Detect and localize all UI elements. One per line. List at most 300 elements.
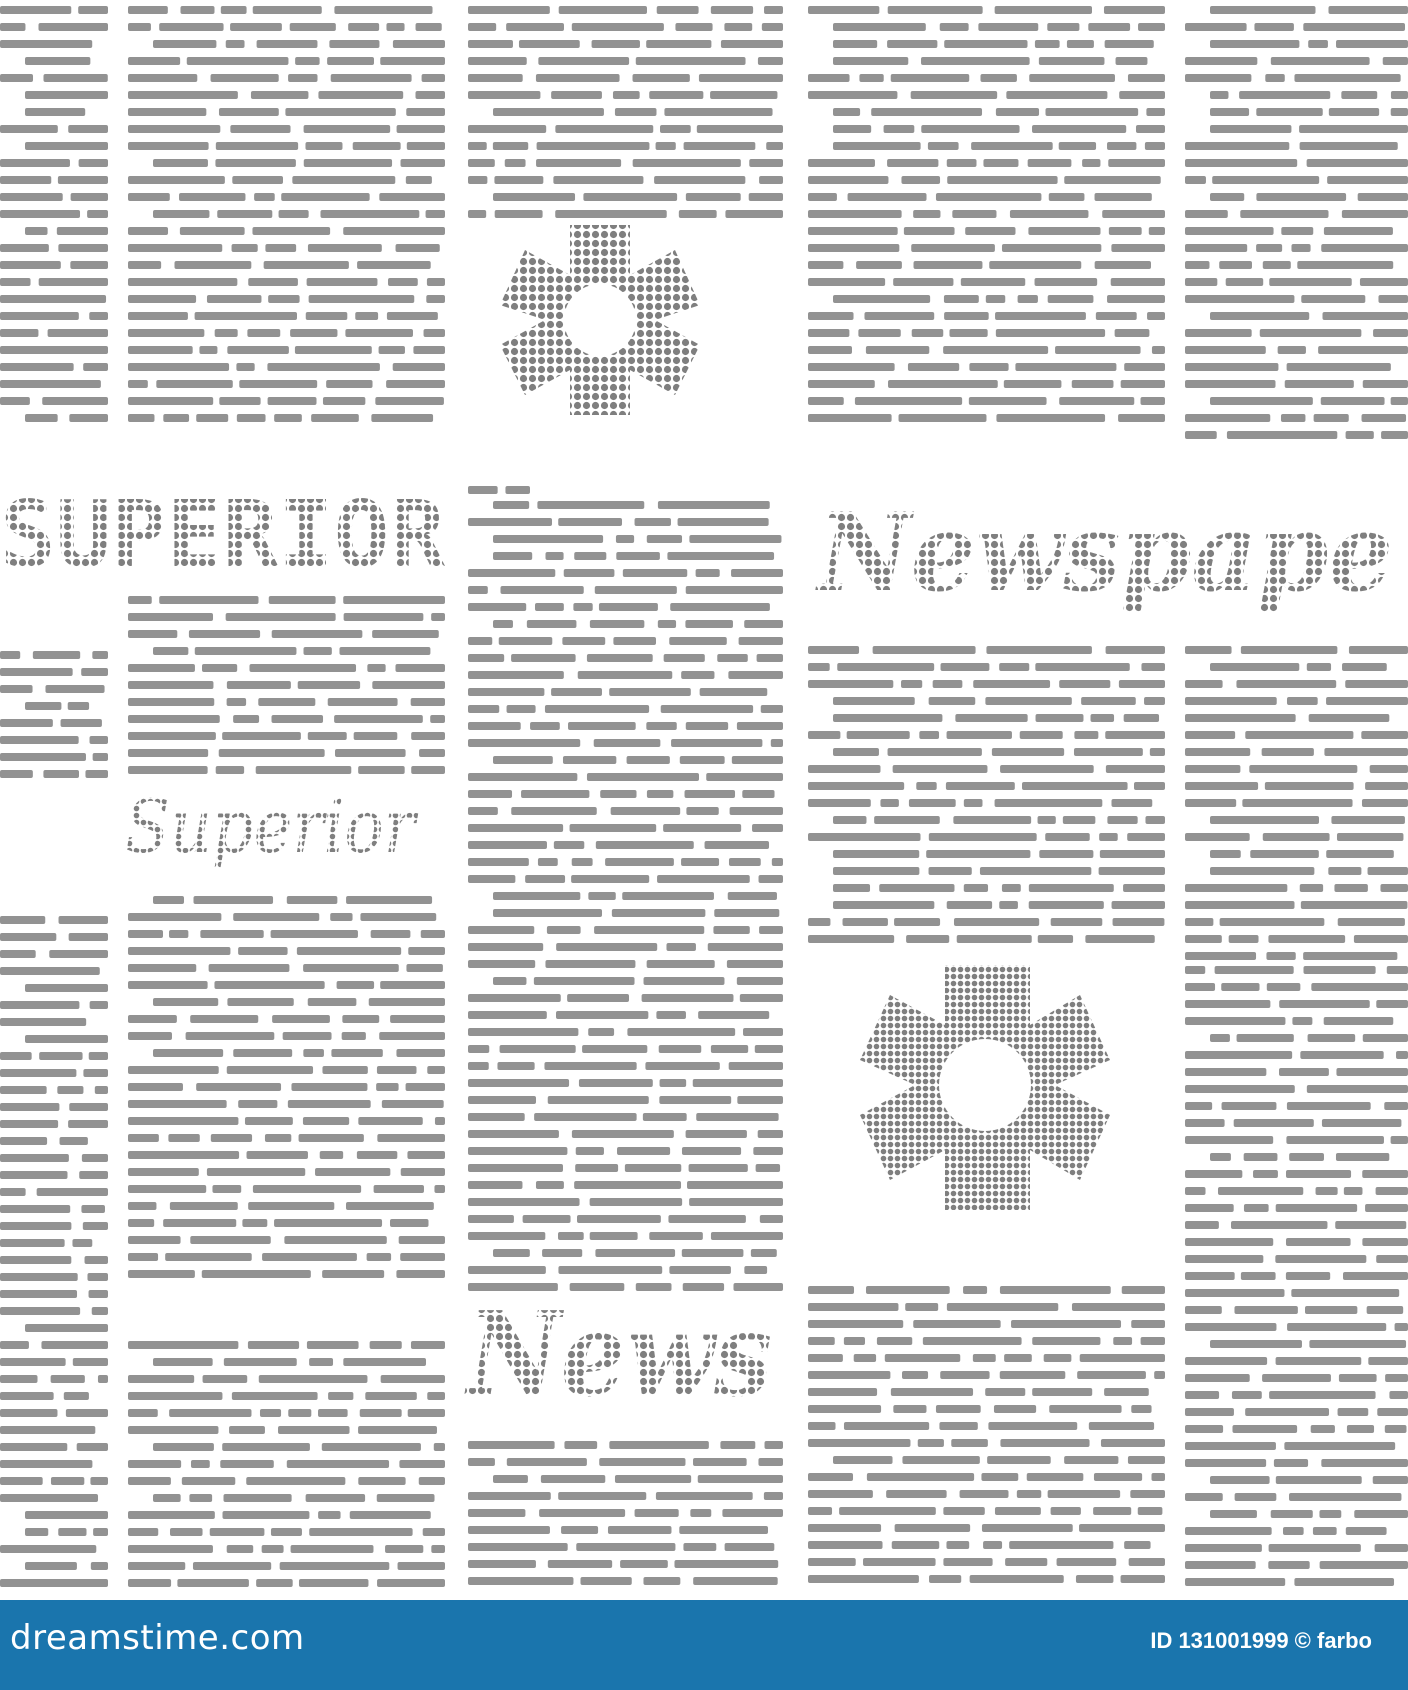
text-line-fragment bbox=[1245, 731, 1353, 739]
text-line-fragment bbox=[268, 397, 317, 405]
text-line-fragment bbox=[1141, 663, 1165, 671]
text-line-fragment bbox=[721, 40, 783, 48]
text-line-fragment bbox=[1000, 765, 1094, 773]
text-line-fragment bbox=[1286, 1238, 1351, 1246]
text-line-fragment bbox=[169, 930, 188, 938]
text-line-fragment bbox=[901, 176, 940, 184]
text-line-fragment bbox=[1146, 108, 1165, 116]
text-line-fragment bbox=[281, 193, 369, 201]
text-line-fragment bbox=[729, 1062, 783, 1070]
text-line-fragment bbox=[335, 749, 406, 757]
text-line-fragment bbox=[219, 749, 325, 757]
text-line-fragment bbox=[358, 1477, 405, 1485]
text-line-fragment bbox=[1285, 380, 1354, 388]
text-line-fragment bbox=[623, 569, 687, 577]
text-line-fragment bbox=[1129, 1558, 1165, 1566]
text-line-fragment bbox=[279, 210, 309, 218]
text-line-fragment bbox=[468, 1560, 536, 1568]
text-line-fragment bbox=[1269, 1544, 1361, 1552]
text-line-fragment bbox=[1147, 312, 1165, 320]
text-line-fragment bbox=[1185, 176, 1206, 184]
text-line-fragment bbox=[1391, 108, 1408, 116]
text-line-fragment bbox=[1363, 380, 1408, 388]
text-line-fragment bbox=[1389, 1391, 1408, 1399]
text-line-fragment bbox=[468, 654, 504, 662]
text-line-fragment bbox=[1185, 244, 1247, 252]
text-line-fragment bbox=[248, 278, 298, 286]
text-line-fragment bbox=[643, 1113, 687, 1121]
text-line-fragment bbox=[390, 1219, 429, 1227]
text-line-fragment bbox=[985, 697, 1071, 705]
text-line-fragment bbox=[48, 329, 108, 337]
text-line-fragment bbox=[87, 1273, 108, 1281]
text-line-fragment bbox=[731, 569, 783, 577]
text-line-fragment bbox=[25, 57, 90, 65]
text-line-fragment bbox=[1138, 23, 1165, 31]
headline-news-script: News bbox=[463, 1287, 772, 1423]
text-line-fragment bbox=[1376, 1187, 1408, 1195]
text-line-fragment bbox=[1094, 1473, 1142, 1481]
text-line-fragment bbox=[696, 569, 720, 577]
text-line-fragment bbox=[908, 363, 959, 371]
text-line-fragment bbox=[426, 210, 445, 218]
headline-superior-script: Superior bbox=[125, 784, 420, 870]
text-line-fragment bbox=[1368, 867, 1408, 875]
text-line-fragment bbox=[426, 295, 445, 303]
text-line-fragment bbox=[92, 1307, 108, 1315]
text-line-fragment bbox=[854, 1354, 876, 1362]
text-line-fragment bbox=[1373, 329, 1408, 337]
text-line-fragment bbox=[833, 57, 908, 65]
text-line-fragment bbox=[1006, 91, 1107, 99]
text-line-fragment bbox=[960, 1490, 1009, 1498]
text-line-fragment bbox=[759, 176, 783, 184]
text-line-fragment bbox=[128, 1409, 158, 1417]
text-line-fragment bbox=[468, 1543, 568, 1551]
text-line-fragment bbox=[128, 57, 180, 65]
text-line-fragment bbox=[1210, 816, 1319, 824]
text-line-fragment bbox=[318, 91, 403, 99]
text-line-fragment bbox=[983, 1541, 1002, 1549]
text-line-fragment bbox=[944, 295, 979, 303]
text-line-fragment bbox=[81, 1205, 105, 1213]
text-line-fragment bbox=[25, 1324, 108, 1332]
text-line-fragment bbox=[1321, 397, 1385, 405]
text-line-fragment bbox=[274, 1219, 382, 1227]
text-line-fragment bbox=[808, 1558, 856, 1566]
text-line-fragment bbox=[468, 1492, 551, 1500]
text-line-fragment bbox=[1145, 816, 1165, 824]
text-line-fragment bbox=[377, 1494, 435, 1502]
text-line-fragment bbox=[988, 1422, 1077, 1430]
text-line-fragment bbox=[1113, 1337, 1132, 1345]
text-line-fragment bbox=[93, 1528, 108, 1536]
text-line-fragment bbox=[1185, 210, 1228, 218]
text-line-fragment bbox=[395, 664, 445, 672]
text-line-fragment bbox=[708, 943, 783, 951]
text-line-fragment bbox=[25, 1511, 108, 1519]
text-line-fragment bbox=[911, 91, 997, 99]
text-line-fragment bbox=[523, 1215, 571, 1223]
text-line-fragment bbox=[613, 91, 640, 99]
text-line-fragment bbox=[808, 1388, 877, 1396]
text-line-fragment bbox=[729, 858, 761, 866]
text-line-fragment bbox=[468, 739, 580, 747]
text-line-fragment bbox=[468, 1079, 569, 1087]
text-line-fragment bbox=[330, 913, 352, 921]
text-line-fragment bbox=[732, 756, 783, 764]
text-line-fragment bbox=[207, 295, 262, 303]
text-line-fragment bbox=[609, 688, 691, 696]
text-line-fragment bbox=[0, 1273, 78, 1281]
text-line-fragment bbox=[646, 722, 676, 730]
text-line-fragment bbox=[686, 193, 741, 201]
text-line-fragment bbox=[530, 722, 560, 730]
text-line-fragment bbox=[1185, 1374, 1250, 1382]
text-line-fragment bbox=[995, 799, 1103, 807]
text-line-fragment bbox=[326, 380, 372, 388]
text-line-fragment bbox=[1375, 1544, 1408, 1552]
text-line-fragment bbox=[646, 40, 711, 48]
text-line-fragment bbox=[1067, 40, 1094, 48]
text-line-fragment bbox=[329, 40, 379, 48]
text-line-fragment bbox=[1210, 867, 1314, 875]
text-line-fragment bbox=[435, 1117, 445, 1125]
text-line-fragment bbox=[1185, 697, 1277, 705]
text-line-fragment bbox=[833, 142, 921, 150]
text-line-fragment bbox=[645, 1062, 719, 1070]
text-line-fragment bbox=[1185, 363, 1278, 371]
text-line-fragment bbox=[808, 833, 921, 841]
text-line-fragment bbox=[555, 210, 667, 218]
text-line-fragment bbox=[196, 1083, 281, 1091]
text-line-fragment bbox=[572, 23, 664, 31]
text-line-fragment bbox=[744, 1266, 767, 1274]
text-line-fragment bbox=[994, 1405, 1036, 1413]
text-line-fragment bbox=[527, 620, 577, 628]
text-line-fragment bbox=[0, 1137, 47, 1145]
text-line-fragment bbox=[380, 57, 445, 65]
text-line-fragment bbox=[128, 664, 195, 672]
text-line-fragment bbox=[128, 613, 213, 621]
text-line-fragment bbox=[360, 913, 436, 921]
text-line-fragment bbox=[1111, 799, 1152, 807]
text-line-fragment bbox=[992, 748, 1064, 756]
text-line-fragment bbox=[1185, 1017, 1285, 1025]
text-line-fragment bbox=[808, 193, 837, 201]
text-line-fragment bbox=[649, 91, 703, 99]
text-line-fragment bbox=[1212, 176, 1319, 184]
text-line-fragment bbox=[1185, 1000, 1270, 1008]
text-line-fragment bbox=[1391, 397, 1408, 405]
text-line-fragment bbox=[128, 1545, 213, 1553]
text-line-fragment bbox=[468, 722, 521, 730]
text-line-fragment bbox=[386, 380, 445, 388]
text-line-fragment bbox=[1250, 850, 1319, 858]
text-line-fragment bbox=[1287, 1102, 1371, 1110]
text-line-fragment bbox=[377, 1579, 445, 1587]
text-line-fragment bbox=[248, 1341, 299, 1349]
text-line-fragment bbox=[468, 23, 496, 31]
text-line-fragment bbox=[0, 668, 73, 676]
text-line-fragment bbox=[1059, 397, 1134, 405]
text-line-fragment bbox=[128, 1236, 181, 1244]
text-line-fragment bbox=[633, 159, 741, 167]
text-line-fragment bbox=[964, 884, 988, 892]
text-line-fragment bbox=[400, 159, 445, 167]
text-line-fragment bbox=[1185, 966, 1205, 974]
text-line-fragment bbox=[128, 913, 221, 921]
text-line-fragment bbox=[303, 647, 331, 655]
text-line-fragment bbox=[643, 1577, 680, 1585]
text-line-fragment bbox=[620, 1560, 668, 1568]
text-line-fragment bbox=[680, 756, 725, 764]
text-line-fragment bbox=[1185, 1442, 1276, 1450]
text-line-fragment bbox=[1232, 1425, 1297, 1433]
text-line-fragment bbox=[1185, 918, 1213, 926]
text-line-fragment bbox=[555, 125, 653, 133]
text-line-fragment bbox=[999, 901, 1018, 909]
text-line-fragment bbox=[545, 705, 649, 713]
text-line-fragment bbox=[370, 1341, 402, 1349]
text-line-fragment bbox=[507, 1458, 587, 1466]
text-line-fragment bbox=[0, 1579, 108, 1587]
text-line-fragment bbox=[1049, 1405, 1121, 1413]
text-line-fragment bbox=[1044, 1354, 1072, 1362]
text-line-fragment bbox=[1015, 363, 1116, 371]
text-line-fragment bbox=[1032, 1388, 1092, 1396]
text-line-fragment bbox=[1004, 1354, 1032, 1362]
text-line-fragment bbox=[1396, 1051, 1408, 1059]
text-line-fragment bbox=[0, 346, 108, 354]
text-line-fragment bbox=[0, 651, 20, 659]
text-line-fragment bbox=[1185, 901, 1295, 909]
text-line-fragment bbox=[947, 176, 1057, 184]
text-line-fragment bbox=[808, 1575, 919, 1583]
text-line-fragment bbox=[588, 892, 615, 900]
text-line-fragment bbox=[1323, 312, 1408, 320]
text-line-fragment bbox=[1124, 1541, 1150, 1549]
text-line-fragment bbox=[1017, 1490, 1041, 1498]
text-line-fragment bbox=[808, 680, 893, 688]
text-line-fragment bbox=[995, 6, 1092, 14]
text-line-fragment bbox=[1362, 414, 1407, 422]
text-line-fragment bbox=[322, 1270, 384, 1278]
text-line-fragment bbox=[1088, 23, 1130, 31]
text-line-fragment bbox=[1220, 918, 1325, 926]
text-line-fragment bbox=[309, 1358, 333, 1366]
text-line-fragment bbox=[1376, 1255, 1408, 1263]
text-line-fragment bbox=[1185, 1544, 1262, 1552]
text-line-fragment bbox=[686, 586, 783, 594]
text-line-fragment bbox=[427, 1392, 445, 1400]
text-line-fragment bbox=[283, 1032, 332, 1040]
text-line-fragment bbox=[1035, 40, 1060, 48]
text-line-fragment bbox=[468, 1062, 489, 1070]
text-line-fragment bbox=[1082, 159, 1100, 167]
text-line-fragment bbox=[667, 552, 774, 560]
text-line-fragment bbox=[1292, 1017, 1312, 1025]
text-line-fragment bbox=[128, 981, 208, 989]
text-line-fragment bbox=[1210, 312, 1309, 320]
text-line-fragment bbox=[561, 1526, 598, 1534]
text-line-fragment bbox=[165, 1253, 252, 1261]
text-line-fragment bbox=[753, 1147, 783, 1155]
text-line-fragment bbox=[596, 841, 694, 849]
text-line-fragment bbox=[322, 1443, 421, 1451]
text-line-fragment bbox=[687, 1181, 783, 1189]
text-line-fragment bbox=[215, 159, 295, 167]
text-line-fragment bbox=[1210, 1476, 1270, 1484]
text-line-fragment bbox=[57, 227, 108, 235]
text-line-fragment bbox=[128, 964, 196, 972]
text-line-fragment bbox=[1300, 1051, 1383, 1059]
text-line-fragment bbox=[1237, 1034, 1294, 1042]
text-line-fragment bbox=[288, 1100, 371, 1108]
text-line-fragment bbox=[893, 1405, 926, 1413]
text-line-fragment bbox=[43, 74, 107, 82]
text-line-fragment bbox=[64, 1392, 89, 1400]
text-line-fragment bbox=[679, 210, 717, 218]
text-line-fragment bbox=[1185, 782, 1258, 790]
text-line-fragment bbox=[379, 193, 445, 201]
text-line-fragment bbox=[808, 1286, 854, 1294]
text-line-fragment bbox=[656, 1492, 753, 1500]
text-line-fragment bbox=[808, 1422, 836, 1430]
text-line-fragment bbox=[675, 23, 712, 31]
text-line-fragment bbox=[686, 722, 728, 730]
text-line-fragment bbox=[1338, 1408, 1369, 1416]
text-line-fragment bbox=[128, 91, 238, 99]
text-line-fragment bbox=[1305, 1306, 1357, 1314]
text-line-fragment bbox=[227, 1066, 313, 1074]
text-line-fragment bbox=[1185, 799, 1236, 807]
text-line-fragment bbox=[577, 1215, 661, 1223]
text-line-fragment bbox=[946, 1541, 969, 1549]
text-line-fragment bbox=[658, 620, 676, 628]
text-line-fragment bbox=[538, 57, 629, 65]
text-line-fragment bbox=[759, 926, 783, 934]
text-line-fragment bbox=[1281, 227, 1313, 235]
text-line-fragment bbox=[83, 1069, 108, 1077]
text-line-fragment bbox=[1106, 646, 1165, 654]
text-line-fragment bbox=[587, 654, 653, 662]
text-line-fragment bbox=[83, 1222, 108, 1230]
text-line-fragment bbox=[808, 918, 830, 926]
text-line-fragment bbox=[1263, 261, 1291, 269]
text-line-fragment bbox=[1287, 1323, 1386, 1331]
text-line-fragment bbox=[1185, 1323, 1276, 1331]
text-line-fragment bbox=[1307, 663, 1331, 671]
text-line-fragment bbox=[92, 651, 108, 659]
text-line-fragment bbox=[128, 947, 230, 955]
text-line-fragment bbox=[1324, 1017, 1394, 1025]
text-line-fragment bbox=[153, 1494, 181, 1502]
text-line-fragment bbox=[214, 981, 324, 989]
text-line-fragment bbox=[468, 671, 564, 679]
text-line-fragment bbox=[422, 74, 445, 82]
text-line-fragment bbox=[179, 193, 245, 201]
text-line-fragment bbox=[657, 875, 750, 883]
text-line-fragment bbox=[1384, 1102, 1408, 1110]
text-line-fragment bbox=[224, 1494, 292, 1502]
text-line-fragment bbox=[724, 23, 752, 31]
text-line-fragment bbox=[912, 329, 944, 337]
text-line-fragment bbox=[128, 749, 208, 757]
text-line-fragment bbox=[1242, 799, 1352, 807]
text-line-fragment bbox=[334, 6, 432, 14]
text-line-fragment bbox=[186, 1032, 275, 1040]
text-line-fragment bbox=[1373, 1476, 1408, 1484]
text-line-fragment bbox=[1268, 1561, 1309, 1569]
text-line-fragment bbox=[249, 664, 356, 672]
text-line-fragment bbox=[1363, 1034, 1408, 1042]
text-line-fragment bbox=[87, 210, 108, 218]
text-line-fragment bbox=[202, 1270, 311, 1278]
text-line-fragment bbox=[49, 950, 108, 958]
text-line-fragment bbox=[387, 312, 438, 320]
text-line-fragment bbox=[755, 1045, 783, 1053]
text-line-fragment bbox=[664, 654, 705, 662]
text-line-fragment bbox=[421, 930, 445, 938]
text-line-fragment bbox=[594, 926, 704, 934]
text-line-fragment bbox=[760, 1215, 783, 1223]
text-line-fragment bbox=[1376, 1000, 1408, 1008]
text-line-fragment bbox=[1286, 1170, 1351, 1178]
text-line-fragment bbox=[918, 1439, 944, 1447]
text-line-fragment bbox=[77, 1443, 108, 1451]
text-line-fragment bbox=[562, 637, 605, 645]
text-line-fragment bbox=[153, 896, 184, 904]
text-line-fragment bbox=[936, 193, 1041, 201]
text-line-fragment bbox=[328, 698, 398, 706]
text-line-fragment bbox=[551, 91, 602, 99]
text-line-fragment bbox=[343, 1358, 426, 1366]
text-line-fragment bbox=[1319, 1510, 1341, 1518]
text-line-fragment bbox=[25, 1562, 77, 1570]
text-line-fragment bbox=[894, 918, 940, 926]
text-line-fragment bbox=[1268, 935, 1345, 943]
text-line-fragment bbox=[37, 1188, 108, 1196]
text-line-fragment bbox=[682, 1147, 741, 1155]
text-line-fragment bbox=[246, 1477, 345, 1485]
text-line-fragment bbox=[69, 933, 108, 941]
text-line-fragment bbox=[468, 807, 498, 815]
text-line-fragment bbox=[128, 1134, 159, 1142]
text-line-fragment bbox=[0, 770, 33, 778]
text-line-fragment bbox=[1256, 193, 1346, 201]
text-line-fragment bbox=[468, 705, 499, 713]
text-line-fragment bbox=[1287, 363, 1391, 371]
text-line-fragment bbox=[940, 23, 969, 31]
text-line-fragment bbox=[642, 994, 734, 1002]
text-line-fragment bbox=[689, 1198, 783, 1206]
text-line-fragment bbox=[156, 380, 232, 388]
text-line-fragment bbox=[969, 363, 1008, 371]
text-line-fragment bbox=[1121, 380, 1165, 388]
text-line-fragment bbox=[367, 664, 385, 672]
text-line-fragment bbox=[1239, 91, 1330, 99]
text-line-fragment bbox=[1301, 295, 1365, 303]
text-line-fragment bbox=[468, 1577, 573, 1585]
text-line-fragment bbox=[1377, 1408, 1408, 1416]
text-line-fragment bbox=[468, 125, 546, 133]
text-line-fragment bbox=[220, 1460, 274, 1468]
text-line-fragment bbox=[0, 23, 25, 31]
text-line-fragment bbox=[1210, 1153, 1231, 1161]
text-line-fragment bbox=[1011, 1320, 1121, 1328]
text-line-fragment bbox=[1185, 1578, 1285, 1586]
